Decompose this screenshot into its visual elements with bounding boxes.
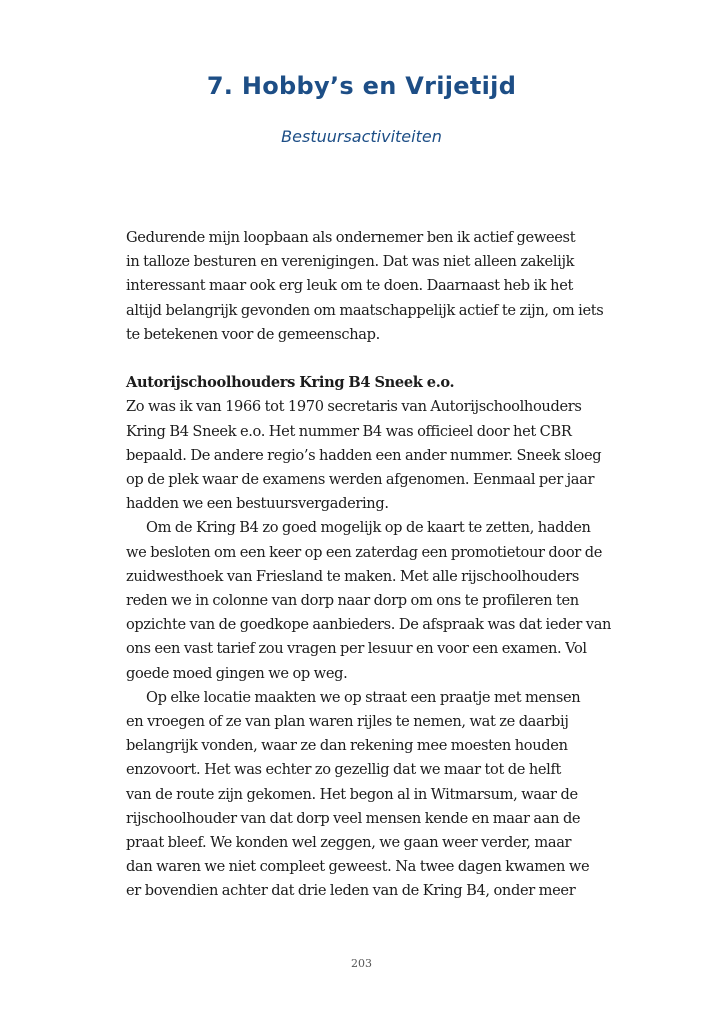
paragraph-2 bbox=[126, 516, 626, 685]
text-line: Kring B4 Sneek e.o. Het nummer B4 was officieel door het CBR bbox=[126, 422, 572, 440]
body-text bbox=[126, 226, 626, 904]
text-line: Om de Kring B4 zo goed mogelijk op de kaart te zetten, hadden bbox=[146, 519, 591, 537]
chapter-subtitle: Bestuursactiviteiten bbox=[281, 127, 442, 146]
text-line: van de route zijn gekomen. Het begon al in Witmarsum, waar de bbox=[126, 785, 578, 803]
text-line: hadden we een bestuursvergadering. bbox=[126, 495, 389, 513]
text-line: Zo was ik van 1966 tot 1970 secretaris van Autorijschoolhouders bbox=[126, 398, 582, 416]
text-line: enzovoort. Het was echter zo gezellig dat we maar tot de helft bbox=[126, 761, 562, 779]
text-line: praat bleef. We konden wel zeggen, we gaan weer verder, maar bbox=[126, 834, 572, 852]
paragraph-1 bbox=[126, 395, 626, 516]
text-line: zuidwesthoek van Friesland te maken. Met alle rijschoolhouders bbox=[126, 567, 580, 585]
section-heading: Autorijschoolhouders Kring B4 Sneek e.o. bbox=[126, 374, 455, 392]
text-line: altijd belangrijk gevonden om maatschappelijk actief te zijn, om iets bbox=[126, 301, 604, 319]
text-line: belangrijk vonden, waar ze dan rekening mee moesten houden bbox=[126, 737, 568, 755]
text-line: interessant maar ook erg leuk om te doen. Daarnaast heb ik het bbox=[126, 277, 574, 295]
text-line: dan waren we niet compleet geweest. Na twee dagen kwamen we bbox=[126, 858, 590, 876]
text-line: en vroegen of ze van plan waren rijles te nemen, wat ze daarbij bbox=[126, 713, 569, 731]
page-number: 203 bbox=[351, 957, 372, 970]
chapter-title: 7. Hobby’s en Vrijetijd bbox=[206, 72, 517, 100]
text-line: bepaald. De andere regio’s hadden een ander nummer. Sneek sloeg bbox=[126, 446, 602, 464]
paragraph-3 bbox=[126, 686, 626, 904]
intro-paragraph bbox=[126, 226, 626, 347]
text-line: Op elke locatie maakten we op straat een praatje met mensen bbox=[146, 688, 581, 706]
text-line: we besloten om een keer op een zaterdag een promotietour door de bbox=[126, 543, 602, 561]
text-line: Gedurende mijn loopbaan als ondernemer ben ik actief geweest bbox=[126, 229, 576, 246]
text-line: reden we in colonne van dorp naar dorp om ons te profileren ten bbox=[126, 592, 579, 610]
text-line: op de plek waar de examens werden afgenomen. Eenmaal per jaar bbox=[126, 471, 595, 489]
text-line: rijschoolhouder van dat dorp veel mensen kende en maar aan de bbox=[126, 809, 581, 827]
text-line: er bovendien achter dat drie leden van de Kring B4, onder meer bbox=[126, 882, 576, 900]
text-line: te betekenen voor de gemeenschap. bbox=[126, 325, 380, 343]
text-line: opzichte van de goedkope aanbieders. De afspraak was dat ieder van bbox=[126, 616, 612, 634]
text-line: goede moed gingen we op weg. bbox=[126, 664, 348, 682]
paragraph-gap bbox=[126, 347, 626, 371]
text-line: ons een vast tarief zou vragen per lesuur en voor een examen. Vol bbox=[126, 640, 587, 658]
text-line: in talloze besturen en verenigingen. Dat was niet alleen zakelijk bbox=[126, 253, 575, 271]
